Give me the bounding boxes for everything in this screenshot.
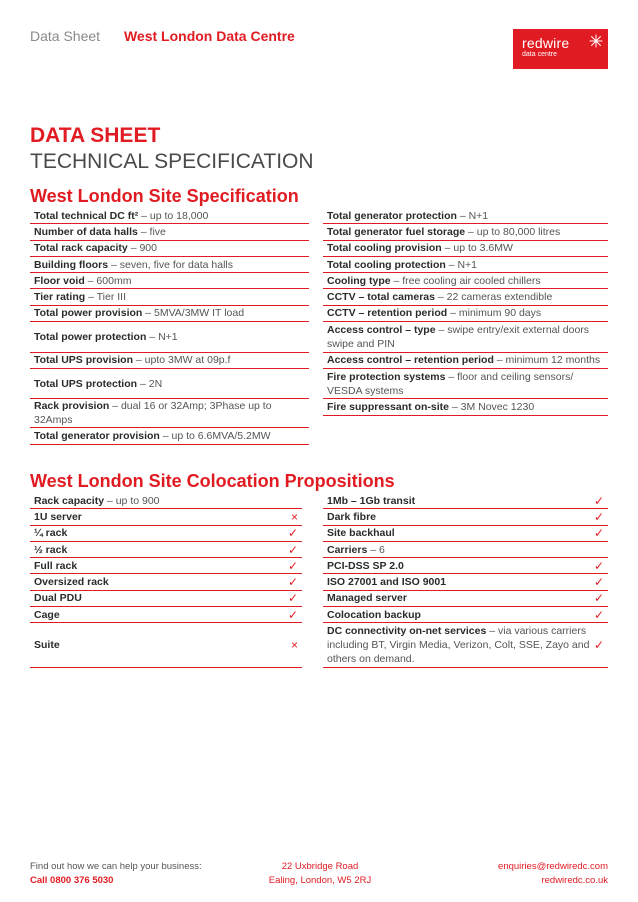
page-subtitle: TECHNICAL SPECIFICATION bbox=[30, 150, 314, 173]
table-row bbox=[323, 558, 608, 574]
row-label: Colocation backup bbox=[327, 608, 421, 621]
row-value: – minimum 12 months bbox=[493, 354, 601, 367]
row-text bbox=[34, 638, 284, 652]
row-label: Total cooling protection bbox=[327, 258, 446, 271]
table-row bbox=[30, 208, 309, 224]
row-text bbox=[34, 510, 284, 524]
row-label: ¼ rack bbox=[34, 527, 68, 540]
row-label: Managed server bbox=[327, 592, 407, 605]
table-row bbox=[323, 289, 608, 305]
row-text bbox=[327, 274, 604, 288]
row-value: – up to 900 bbox=[104, 494, 160, 507]
row-label: Access control – type bbox=[327, 323, 436, 336]
page-title: DATA SHEET bbox=[30, 124, 161, 147]
check-icon: ✓ bbox=[287, 607, 298, 622]
spec-left-column bbox=[30, 208, 309, 445]
top-header bbox=[30, 28, 295, 44]
site-name: West London Data Centre bbox=[123, 28, 295, 44]
row-label: Access control – retention period bbox=[327, 354, 494, 367]
table-row bbox=[323, 399, 608, 415]
row-label: Total UPS protection bbox=[34, 377, 138, 390]
row-label: Number of data halls bbox=[34, 225, 138, 238]
row-value: – upto 3MW at 09p.f bbox=[132, 354, 231, 367]
row-text bbox=[327, 494, 590, 508]
row-text bbox=[34, 377, 305, 391]
table-row bbox=[323, 353, 608, 369]
row-text bbox=[327, 241, 604, 255]
table-row bbox=[30, 257, 309, 273]
row-value: – up to 3.6MW bbox=[441, 242, 513, 255]
row-text bbox=[34, 274, 305, 288]
redwire-logo bbox=[513, 29, 608, 69]
row-text bbox=[327, 353, 604, 367]
row-label: Site backhaul bbox=[327, 527, 395, 540]
row-label: DC connectivity on-net services bbox=[327, 625, 487, 638]
table-row bbox=[30, 509, 302, 525]
row-text bbox=[327, 258, 604, 272]
row-label: Total generator fuel storage bbox=[327, 225, 466, 238]
footer-email[interactable]: enquiries@redwiredc.com bbox=[498, 861, 608, 872]
table-row bbox=[323, 241, 608, 257]
row-text bbox=[34, 608, 284, 622]
row-text bbox=[327, 543, 590, 557]
row-value: – N+1 bbox=[146, 330, 178, 343]
row-text bbox=[34, 209, 305, 223]
check-icon: ✓ bbox=[287, 575, 298, 590]
table-row bbox=[323, 369, 608, 400]
table-row bbox=[323, 208, 608, 224]
check-icon: ✓ bbox=[593, 493, 604, 508]
row-value: – up to 80,000 litres bbox=[465, 225, 561, 238]
row-label: Rack capacity bbox=[34, 494, 105, 507]
table-row bbox=[323, 493, 608, 509]
row-value: – 600mm bbox=[84, 274, 132, 287]
footer-website[interactable]: redwiredc.co.uk bbox=[541, 875, 608, 886]
row-label: Fire suppressant on-site bbox=[327, 401, 449, 414]
row-value: – via various carriers including BT, Virgin Media, Verizon, Colt, SSE, Zayo and others on demand. bbox=[327, 625, 590, 666]
row-text bbox=[327, 575, 590, 589]
row-label: Total generator provision bbox=[34, 430, 160, 443]
row-text bbox=[327, 591, 590, 605]
row-label: Dual PDU bbox=[34, 592, 82, 605]
table-row bbox=[30, 289, 309, 305]
row-text bbox=[34, 575, 284, 589]
table-row bbox=[30, 241, 309, 257]
cross-icon: × bbox=[290, 638, 298, 653]
row-label: Rack provision bbox=[34, 400, 110, 413]
row-label: Tier rating bbox=[34, 291, 86, 304]
row-text bbox=[34, 306, 305, 320]
row-label: PCI-DSS SP 2.0 bbox=[327, 559, 404, 572]
row-label: Carriers bbox=[327, 543, 368, 556]
row-label: Total UPS provision bbox=[34, 354, 133, 367]
logo-sub: data centre bbox=[522, 51, 558, 58]
table-row bbox=[30, 322, 309, 353]
table-row bbox=[323, 623, 608, 668]
table-row bbox=[30, 574, 302, 590]
row-text bbox=[327, 510, 590, 524]
row-label: Building floors bbox=[34, 258, 109, 271]
row-label: Oversized rack bbox=[34, 576, 109, 589]
row-text bbox=[327, 290, 604, 304]
row-label: Total power protection bbox=[34, 330, 147, 343]
row-text bbox=[327, 323, 604, 351]
check-icon: ✓ bbox=[593, 575, 604, 590]
table-row bbox=[30, 399, 309, 428]
table-row bbox=[30, 306, 309, 322]
table-row bbox=[30, 273, 309, 289]
row-text bbox=[34, 591, 284, 605]
row-label: Dark fibre bbox=[327, 510, 377, 523]
row-label: 1U server bbox=[34, 510, 82, 523]
row-text bbox=[327, 306, 604, 320]
row-value: – swipe entry/exit external doors swipe and PIN bbox=[327, 323, 590, 350]
table-row bbox=[323, 509, 608, 525]
check-icon: ✓ bbox=[593, 638, 604, 653]
footer-address bbox=[240, 860, 400, 888]
table-row bbox=[30, 542, 302, 558]
row-label: Total rack capacity bbox=[34, 242, 128, 255]
row-text bbox=[327, 400, 604, 414]
table-row bbox=[323, 574, 608, 590]
row-label: Floor void bbox=[34, 274, 85, 287]
footer-address-line1: 22 Uxbridge Road bbox=[281, 861, 359, 872]
row-value: – minimum 90 days bbox=[447, 307, 542, 320]
coloc-right-column bbox=[323, 493, 608, 668]
row-label: Cooling type bbox=[327, 274, 391, 287]
check-icon: ✓ bbox=[593, 607, 604, 622]
check-icon: ✓ bbox=[287, 542, 298, 557]
row-text bbox=[327, 370, 604, 398]
check-icon: ✓ bbox=[593, 526, 604, 541]
table-row bbox=[30, 558, 302, 574]
row-text bbox=[34, 330, 305, 344]
row-text bbox=[34, 429, 305, 443]
spark-icon bbox=[589, 34, 603, 48]
footer-phone: Call 0800 376 5030 bbox=[30, 875, 114, 886]
row-label: Total technical DC ft² bbox=[34, 209, 139, 222]
row-text bbox=[34, 241, 305, 255]
table-row bbox=[323, 322, 608, 353]
table-row bbox=[30, 353, 309, 369]
row-text bbox=[327, 559, 590, 573]
row-text bbox=[327, 225, 604, 239]
table-row bbox=[30, 369, 309, 400]
table-row bbox=[30, 224, 309, 240]
spec-heading: West London Site Specification bbox=[30, 186, 299, 206]
row-value: – dual 16 or 32Amp; 3Phase up to 32Amps bbox=[34, 400, 272, 427]
row-text bbox=[34, 559, 284, 573]
row-label: CCTV – retention period bbox=[327, 307, 448, 320]
row-text bbox=[34, 526, 284, 540]
row-text bbox=[34, 399, 305, 427]
row-value: – 900 bbox=[127, 242, 157, 255]
row-value: – up to 6.6MVA/5.2MW bbox=[159, 430, 271, 443]
table-row bbox=[323, 224, 608, 240]
table-row bbox=[323, 273, 608, 289]
row-value: – up to 18,000 bbox=[138, 209, 209, 222]
row-text bbox=[34, 543, 284, 557]
check-icon: ✓ bbox=[287, 526, 298, 541]
row-label: Total generator protection bbox=[327, 209, 457, 222]
row-label: Total cooling provision bbox=[327, 242, 442, 255]
row-label: Cage bbox=[34, 608, 60, 621]
check-icon: ✓ bbox=[593, 591, 604, 606]
footer-cta: Find out how we can help your business: bbox=[30, 861, 202, 872]
row-value: – free cooling air cooled chillers bbox=[390, 274, 541, 287]
row-label: ISO 27001 and ISO 9001 bbox=[327, 576, 447, 589]
row-text bbox=[327, 608, 590, 622]
row-text bbox=[34, 290, 305, 304]
row-value: – 5MVA/3MW IT load bbox=[142, 307, 245, 320]
row-label: Suite bbox=[34, 639, 60, 652]
coloc-heading: West London Site Colocation Propositions bbox=[30, 471, 395, 491]
row-value: – five bbox=[137, 225, 166, 238]
row-value: – N+1 bbox=[456, 209, 489, 222]
cross-icon: × bbox=[290, 509, 298, 524]
footer-address-line2: Ealing, London, W5 2RJ bbox=[268, 875, 372, 886]
table-row bbox=[323, 542, 608, 558]
row-value: – 2N bbox=[137, 377, 163, 390]
row-value: – N+1 bbox=[445, 258, 478, 271]
row-label: Total power provision bbox=[34, 307, 143, 320]
row-text bbox=[34, 353, 305, 367]
row-text bbox=[327, 624, 590, 666]
row-label: Full rack bbox=[34, 559, 78, 572]
row-value: – 3M Novec 1230 bbox=[448, 401, 535, 414]
row-text bbox=[34, 494, 284, 508]
footer-contact bbox=[30, 860, 202, 888]
table-row bbox=[30, 607, 302, 623]
check-icon: ✓ bbox=[287, 591, 298, 606]
row-value: – 22 cameras extendible bbox=[434, 291, 553, 304]
row-label: CCTV – total cameras bbox=[327, 291, 435, 304]
footer-web bbox=[498, 860, 608, 888]
table-row bbox=[323, 607, 608, 623]
table-row bbox=[323, 257, 608, 273]
row-label: ½ rack bbox=[34, 543, 68, 556]
table-row bbox=[30, 623, 302, 668]
coloc-left-column bbox=[30, 493, 302, 668]
row-label: Fire protection systems bbox=[327, 370, 446, 383]
row-value: – floor and ceiling sensors/ VESDA systems bbox=[327, 370, 574, 397]
table-row bbox=[323, 526, 608, 542]
table-row bbox=[323, 591, 608, 607]
table-row bbox=[30, 526, 302, 542]
row-value: – 6 bbox=[367, 543, 385, 556]
table-row bbox=[323, 306, 608, 322]
row-label: 1Mb – 1Gb transit bbox=[327, 494, 416, 507]
check-icon: ✓ bbox=[593, 509, 604, 524]
doc-type-label: Data Sheet bbox=[30, 28, 101, 44]
check-icon: ✓ bbox=[593, 558, 604, 573]
row-text bbox=[34, 225, 305, 239]
check-icon: ✓ bbox=[287, 558, 298, 573]
table-row bbox=[30, 493, 302, 509]
row-text bbox=[327, 209, 604, 223]
row-text bbox=[34, 258, 305, 272]
spec-right-column bbox=[323, 208, 608, 416]
row-value: – Tier III bbox=[85, 291, 127, 304]
logo-brand: redwire bbox=[522, 35, 570, 51]
row-value: – seven, five for data halls bbox=[108, 258, 233, 271]
table-row bbox=[30, 591, 302, 607]
row-text bbox=[327, 526, 590, 540]
table-row bbox=[30, 428, 309, 444]
